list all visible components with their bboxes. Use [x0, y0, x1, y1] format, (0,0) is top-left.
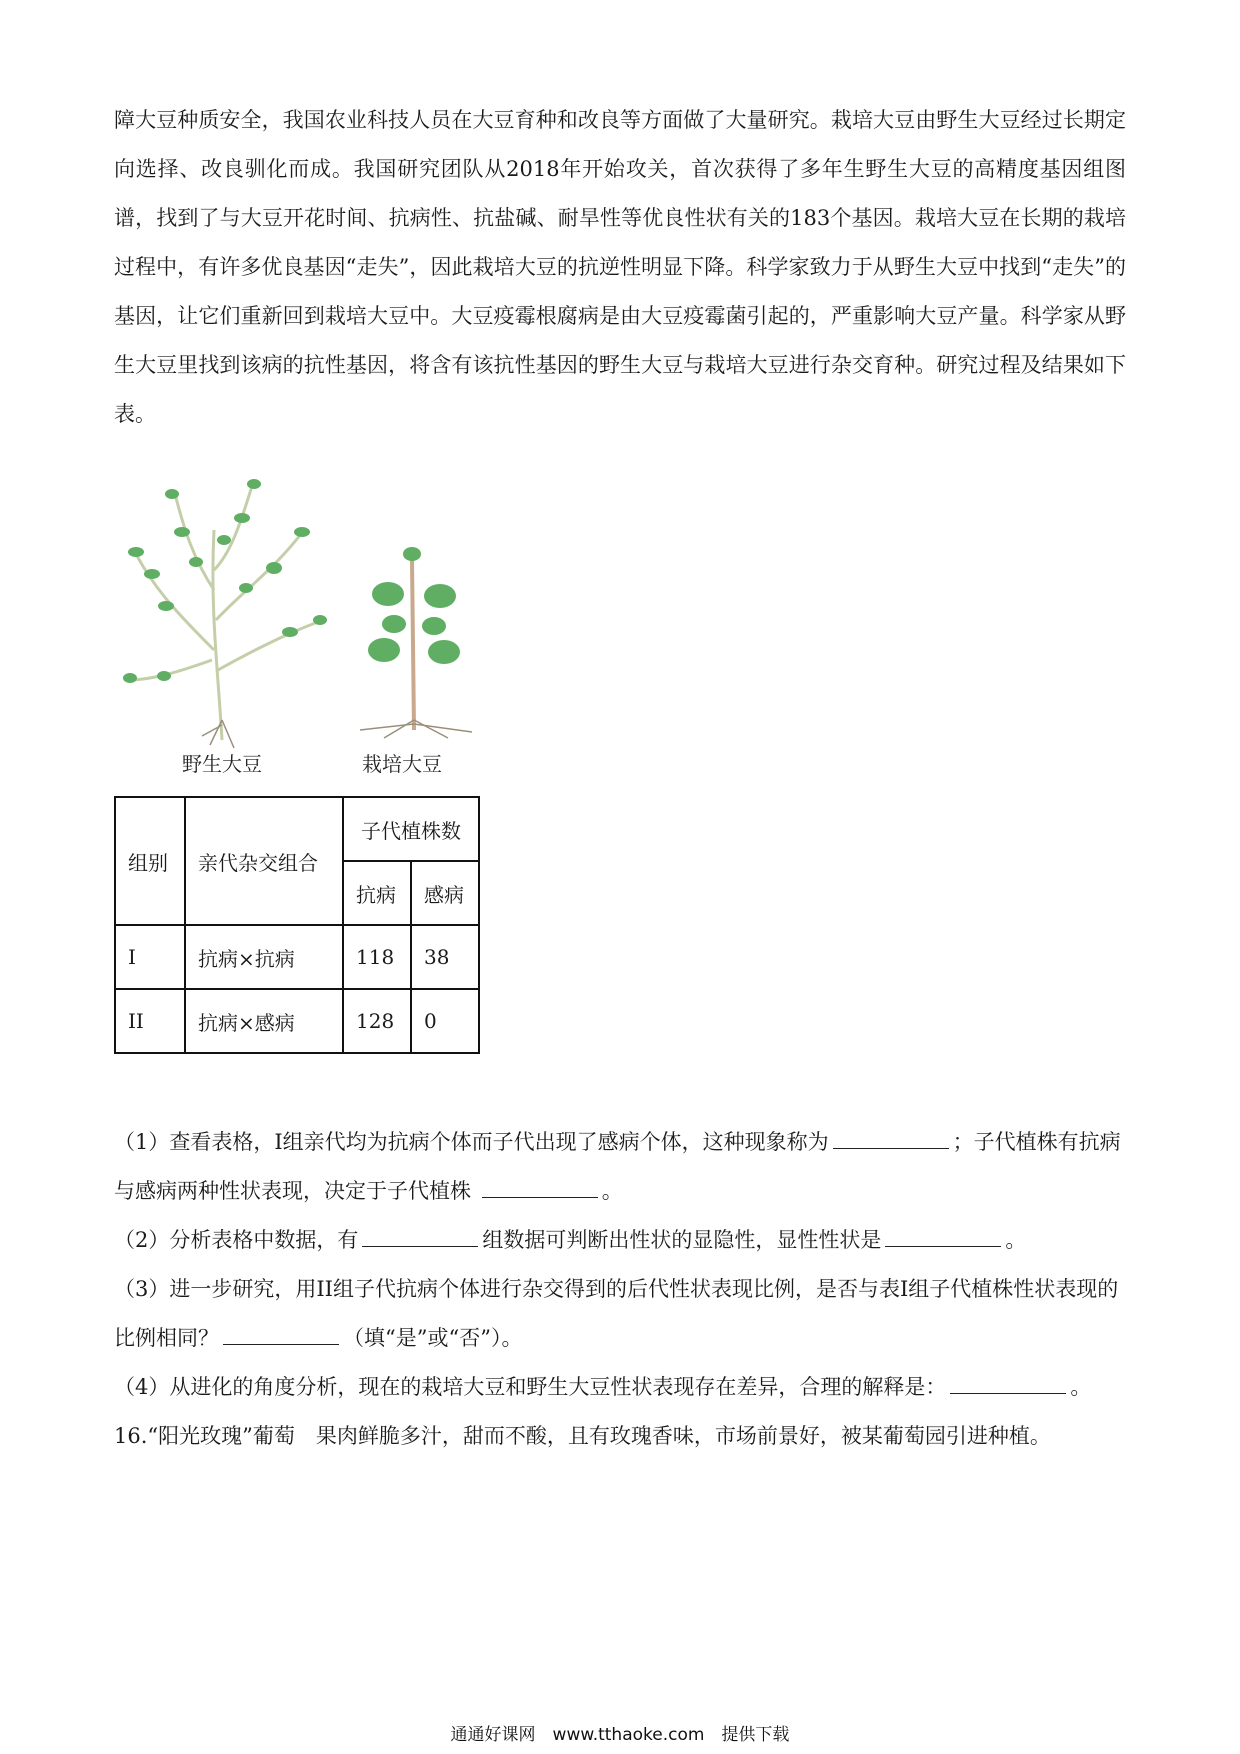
table-header-row — [115, 797, 479, 861]
question-1-text-c: 。 — [601, 1179, 623, 1203]
answer-blank[interactable] — [885, 1224, 1001, 1247]
page-footer: 通通好课网 www.tthaoke.com 提供下载 — [450, 1725, 790, 1745]
question-4-text-a: （4）从进化的角度分析，现在的栽培大豆和野生大豆性状表现存在差异，合理的解释是： — [114, 1375, 947, 1399]
question-2-text-b: 组数据可判断出性状的显隐性，显性性状是 — [482, 1228, 882, 1252]
question-2 — [114, 1216, 1126, 1265]
question-2-text-a: （2）分析表格中数据，有 — [114, 1228, 359, 1252]
answer-blank[interactable] — [482, 1175, 598, 1198]
table-row — [115, 925, 479, 989]
question-4-text-b: 。 — [1070, 1375, 1092, 1399]
intro-paragraph: 障大豆种质安全，我国农业科技人员在大豆育种和改良等方面做了大量研究。栽培大豆由野生大豆经过长期定向选择、改良驯化而成。我国研究团队从2018年开始攻关，首次获得了多年生野生大豆的高精度基因组图谱，找到了与大豆开花时间、抗病性、抗盐碱、耐旱性等优良性状有关的183个基因。栽培大豆在长期的栽培过程中，有许多优良基因“走失”，因此栽培大豆的抗逆性明显下降。科学家致力于从野生大豆中找到“走失”的基因，让它们重新回到栽培大豆中。大豆疫霉根腐病是由大豆疫霉菌引起的，严重影响大豆产量。科学家从野生大豆里找到该病的抗性基因，将含有该抗性基因的野生大豆与栽培大豆进行杂交育种。研究过程及结果如下表。 — [114, 108, 1126, 426]
question-2-text-c: 。 — [1005, 1228, 1027, 1252]
question-3-text-b: （填“是”或“否”）。 — [343, 1326, 523, 1350]
question-3 — [114, 1265, 1126, 1363]
table-row — [115, 989, 479, 1053]
question-16: 16.“阳光玫瑰”葡萄 果肉鲜脆多汁，甜而不酸，且有玫瑰香味，市场前景好，被某葡萄园引进种植。 — [114, 1424, 1051, 1448]
cross-results-table — [114, 796, 480, 1054]
cell-susceptible: 0 — [411, 989, 479, 1053]
cell-cross: 抗病×抗病 — [185, 925, 343, 989]
cell-resistant: 128 — [343, 989, 411, 1053]
cell-cross: 抗病×感病 — [185, 989, 343, 1053]
question-1 — [114, 1118, 1126, 1216]
soybean-figure — [114, 470, 504, 790]
cell-group: I — [115, 925, 185, 989]
answer-blank[interactable] — [223, 1322, 339, 1345]
header-group: 组别 — [115, 797, 185, 925]
header-resistant: 抗病 — [343, 861, 411, 925]
header-offspring: 子代植株数 — [343, 797, 479, 861]
answer-blank[interactable] — [950, 1371, 1066, 1394]
question-4 — [114, 1363, 1126, 1412]
wild-soybean-illustration — [114, 470, 334, 750]
question-1-text-a: （1）查看表格，I组亲代均为抗病个体而子代出现了感病个体，这种现象称为 — [114, 1130, 829, 1154]
question-3-text-a: （3）进一步研究，用II组子代抗病个体进行杂交得到的后代性状表现比例，是否与表I组子代植株性状表现的比例相同？ — [114, 1277, 1119, 1350]
cultivated-soybean-illustration — [344, 540, 484, 740]
cell-group: II — [115, 989, 185, 1053]
answer-blank[interactable] — [362, 1224, 478, 1247]
wild-soybean-label: 野生大豆 — [182, 752, 262, 776]
cultivated-soybean-label: 栽培大豆 — [362, 752, 442, 776]
question-1-text-b: ；子代植株有抗病与感病两种性状表现，决定于子代植株 — [114, 1130, 1121, 1203]
cell-resistant: 118 — [343, 925, 411, 989]
header-susceptible: 感病 — [411, 861, 479, 925]
cell-susceptible: 38 — [411, 925, 479, 989]
header-parent-cross: 亲代杂交组合 — [185, 797, 343, 925]
answer-blank[interactable] — [833, 1126, 949, 1149]
